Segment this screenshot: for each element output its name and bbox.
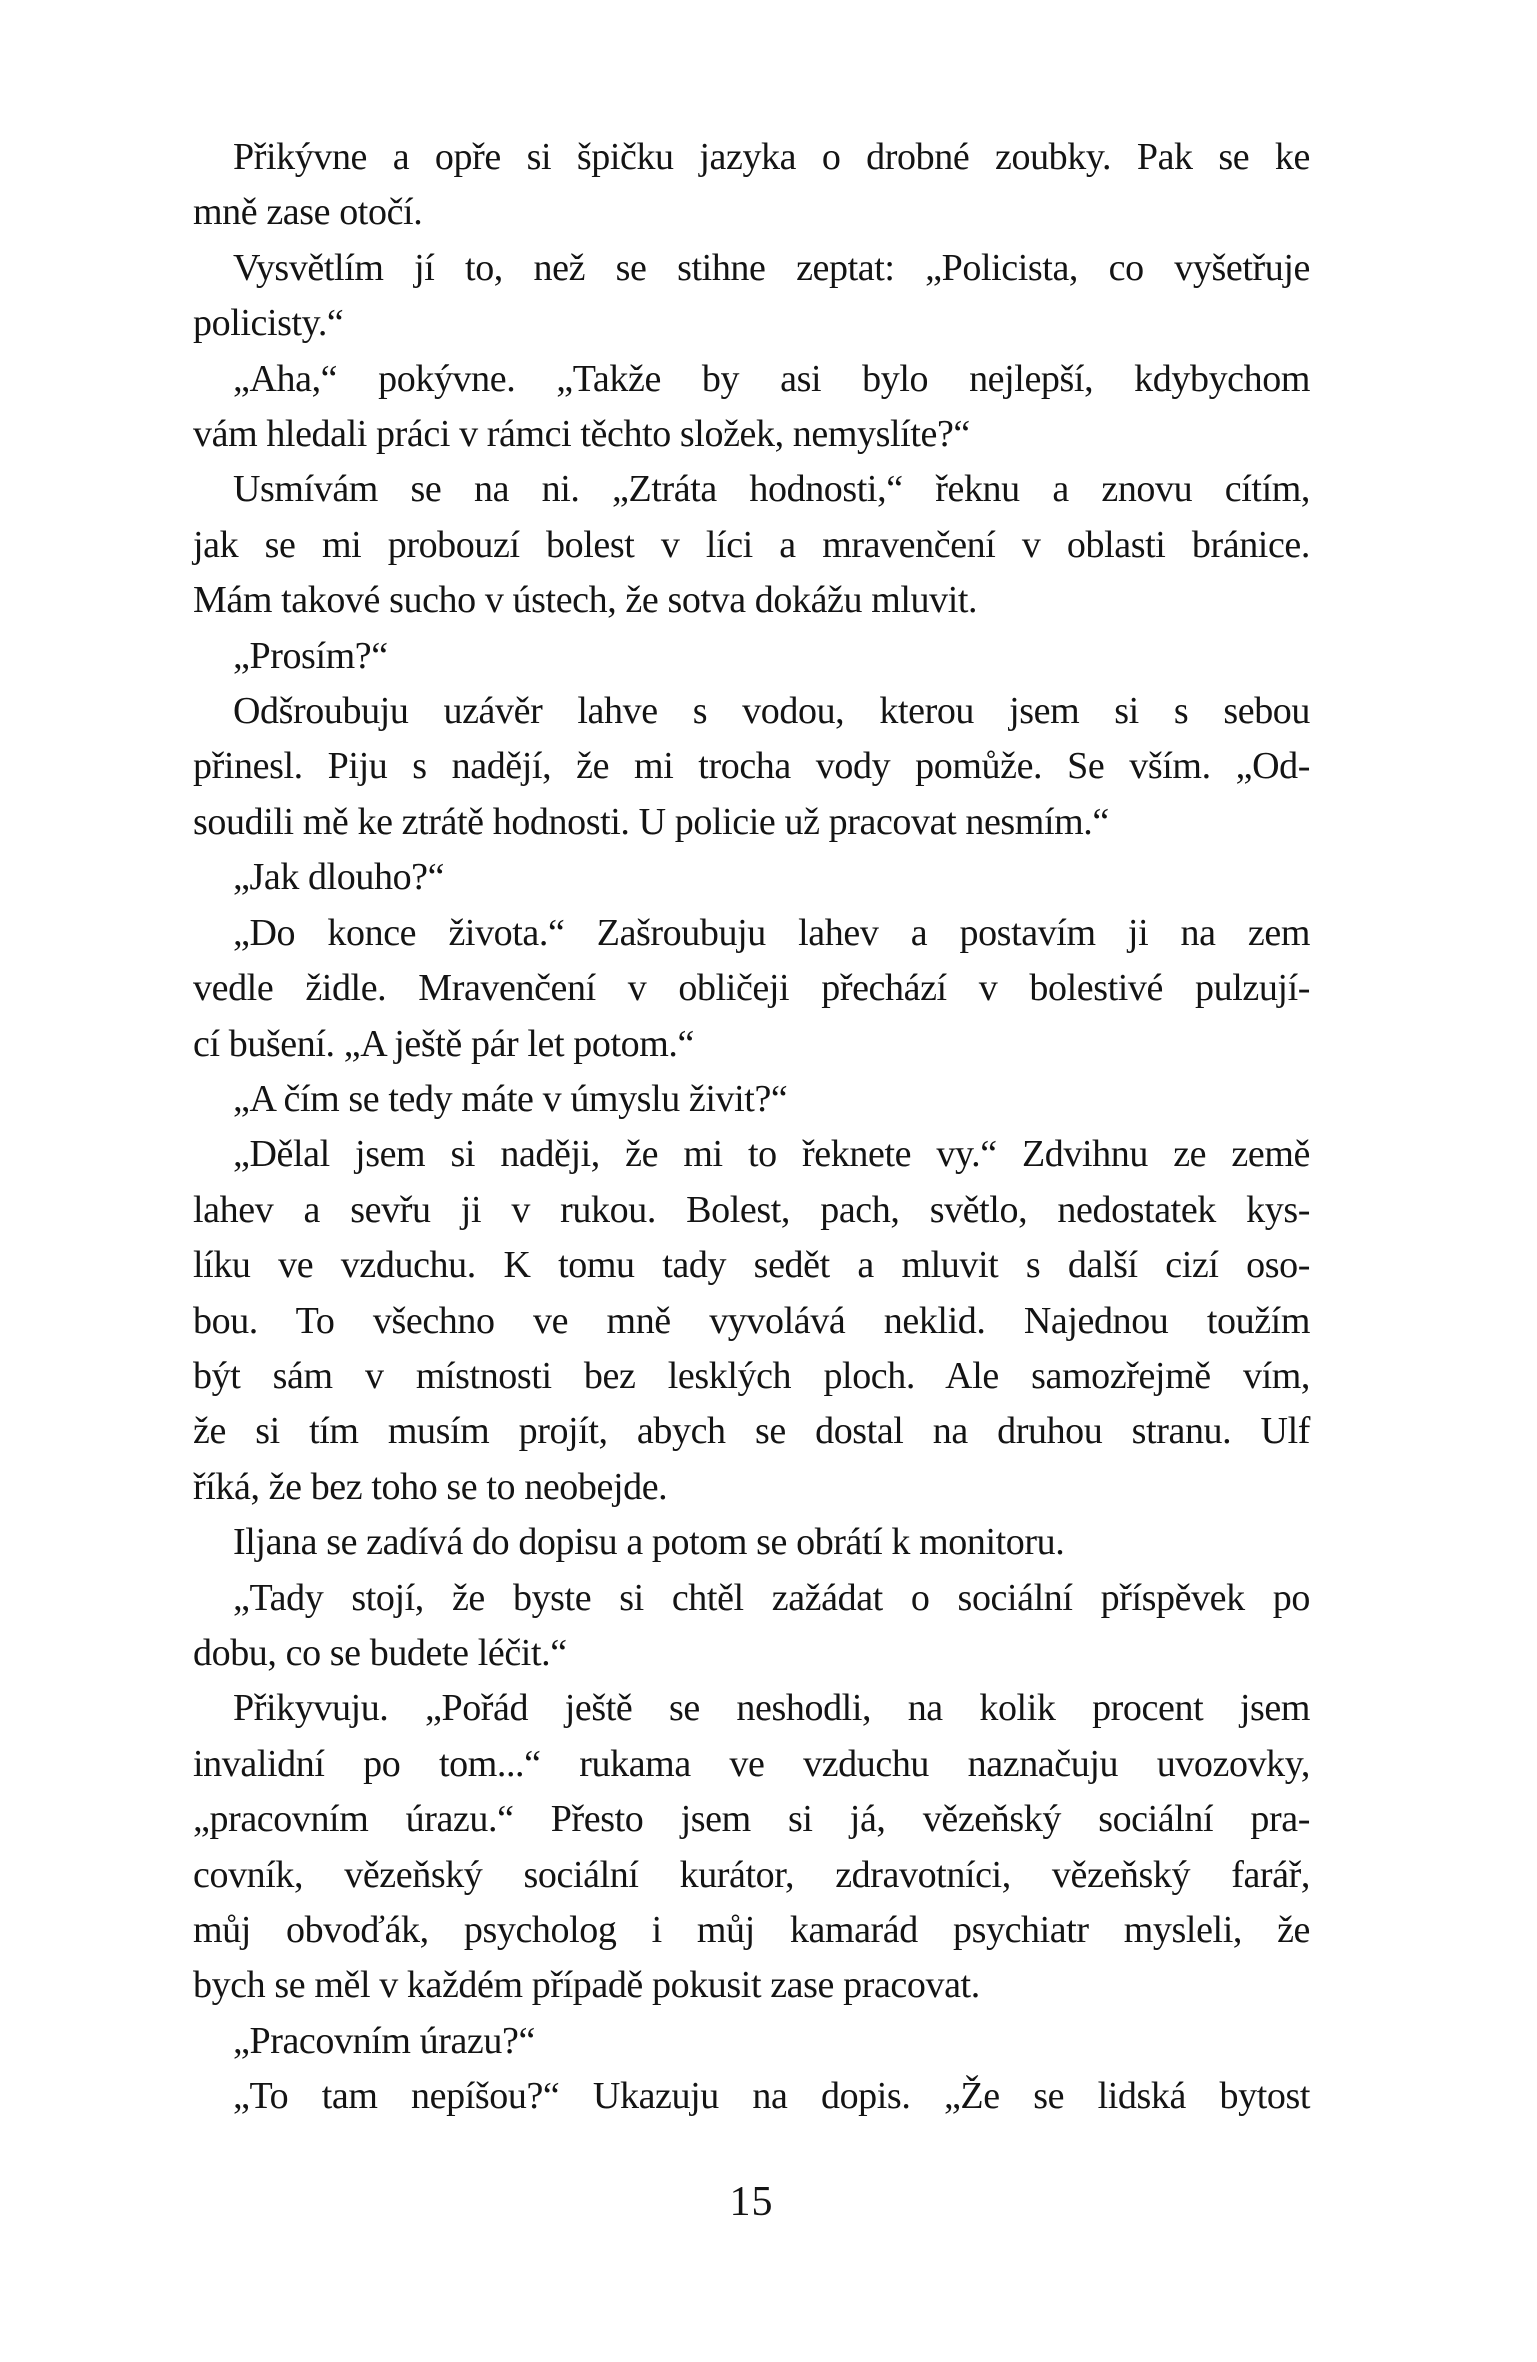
text-line: vedle židle. Mravenčení v obličeji přechází v bolestivé pulzují- <box>193 967 1310 1010</box>
text-line: bou. To všechno ve mně vyvolává neklid. Najednou toužím <box>193 1299 1310 1342</box>
text-line: Vysvětlím jí to, než se stihne zeptat: „Policista, co vyšetřuje <box>233 246 1310 289</box>
text-line: cí bušení. „A ještě pár let potom.“ <box>193 1022 694 1065</box>
text-line: „Dělal jsem si naději, že mi to řeknete vy.“ Zdvihnu ze země <box>233 1133 1310 1176</box>
text-line: Přikyvuju. „Pořád ještě se neshodli, na kolik procent jsem <box>233 1687 1310 1730</box>
text-line: že si tím musím projít, abych se dostal na druhou stranu. Ulf <box>193 1410 1310 1453</box>
text-line: Usmívám se na ni. „Ztráta hodnosti,“ řeknu a znovu cítím, <box>233 468 1310 511</box>
text-line: „A čím se tedy máte v úmyslu živit?“ <box>233 1077 788 1120</box>
text-line: lahev a sevřu ji v rukou. Bolest, pach, světlo, nedostatek kys- <box>193 1188 1310 1231</box>
text-line: soudili mě ke ztrátě hodnosti. U policie už pracovat nesmím.“ <box>193 800 1109 843</box>
text-block <box>193 130 1310 2125</box>
text-line: policisty.“ <box>193 302 344 345</box>
text-line: invalidní po tom...“ rukama ve vzduchu naznačuju uvozovky, <box>193 1742 1310 1785</box>
text-line: říká, že bez toho se to neobejde. <box>193 1465 668 1508</box>
text-line: jak se mi probouzí bolest v líci a mravenčení v oblasti bránice. <box>193 523 1310 566</box>
text-line: přinesl. Piju s nadějí, že mi trocha vody pomůže. Se vším. „Od- <box>193 745 1310 788</box>
text-line: mně zase otočí. <box>193 191 423 234</box>
text-line: „Prosím?“ <box>233 634 388 677</box>
text-line: Odšroubuju uzávěr lahve s vodou, kterou jsem si s sebou <box>233 690 1310 733</box>
text-line: „Pracovním úrazu?“ <box>233 2019 535 2062</box>
text-line: covník, vězeňský sociální kurátor, zdravotníci, vězeňský farář, <box>193 1853 1310 1896</box>
text-line: bych se měl v každém případě pokusit zase pracovat. <box>193 1964 980 2007</box>
text-line: „To tam nepíšou?“ Ukazuju na dopis. „Že se lidská bytost <box>233 2075 1310 2118</box>
page-number: 15 <box>729 2179 774 2225</box>
text-line: vám hledali práci v rámci těchto složek, nemyslíte?“ <box>193 413 970 456</box>
text-line: líku ve vzduchu. K tomu tady sedět a mluvit s další cizí oso- <box>193 1244 1310 1287</box>
text-line: být sám v místnosti bez lesklých ploch. Ale samozřejmě vím, <box>193 1354 1310 1397</box>
text-line: Přikývne a opře si špičku jazyka o drobné zoubky. Pak se ke <box>233 136 1310 178</box>
text-line: Iljana se zadívá do dopisu a potom se obrátí k monitoru. <box>233 1521 1065 1564</box>
text-line: „Tady stojí, že byste si chtěl zažádat o sociální příspěvek po <box>233 1576 1310 1619</box>
text-line: můj obvoďák, psycholog i můj kamarád psychiatr mysleli, že <box>193 1909 1310 1951</box>
text-line: „Do konce života.“ Zašroubuju lahev a postavím ji na zem <box>233 911 1310 954</box>
text-line: Mám takové sucho v ústech, že sotva dokážu mluvit. <box>193 579 978 622</box>
text-line: „Jak dlouho?“ <box>233 856 445 899</box>
text-line: „pracovním úrazu.“ Přesto jsem si já, vězeňský sociální pra- <box>193 1798 1310 1841</box>
text-line: „Aha,“ pokývne. „Takže by asi bylo nejlepší, kdybychom <box>233 357 1310 400</box>
text-line: dobu, co se budete léčit.“ <box>193 1631 567 1674</box>
